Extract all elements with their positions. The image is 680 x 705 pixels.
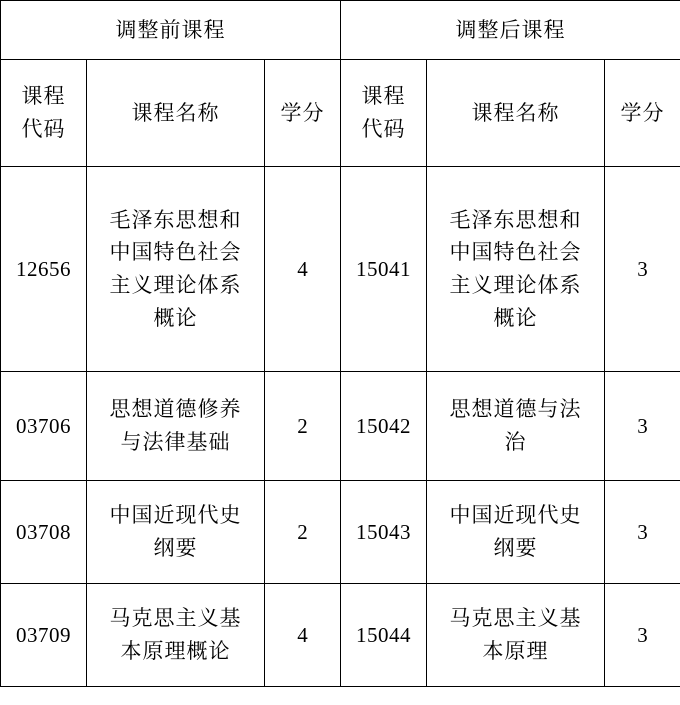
cell-before-credit: 4 [265,167,341,372]
cell-before-name [87,481,265,584]
name-line: 本原理概论 [120,639,231,663]
cell-after-credit: 3 [605,481,680,584]
column-header-before-code-line1: 课程 [21,84,66,109]
name-line: 治 [504,430,527,454]
name-line: 主义理论体系 [449,273,582,297]
name-line: 马克思主义基 [109,606,242,631]
cell-before-name [87,584,265,687]
cell-after-credit: 3 [605,584,680,687]
column-header-after-credit: 学分 [605,60,680,167]
name-line: 思想道德与法 [449,397,582,422]
column-header-after-code-line1: 课程 [361,84,406,109]
cell-after-code: 15041 [341,167,427,372]
name-line: 主义理论体系 [109,273,242,297]
group-header-before: 调整前课程 [1,1,341,60]
cell-before-credit: 2 [265,481,341,584]
table-row [1,167,680,372]
name-line: 中国特色社会 [449,240,582,265]
column-header-before-credit: 学分 [265,60,341,167]
cell-after-name [427,372,605,481]
name-line: 与法律基础 [120,430,231,454]
name-line: 中国特色社会 [109,240,242,265]
column-header-before-code-line2: 代码 [21,117,66,141]
table-row [1,584,680,687]
name-line: 本原理 [482,639,549,663]
cell-after-name [427,584,605,687]
name-line: 思想道德修养 [109,397,242,422]
column-header-after-name: 课程名称 [427,60,605,167]
cell-after-code: 15043 [341,481,427,584]
name-line: 纲要 [153,536,198,560]
cell-before-code: 03708 [1,481,87,584]
table-group-header-row [1,1,680,60]
name-line: 概论 [493,305,538,330]
column-header-after-code-line2: 代码 [361,117,406,141]
group-header-after: 调整后课程 [341,1,680,60]
column-header-after-code [341,60,427,167]
column-header-before-code [1,60,87,167]
table-column-header-row [1,60,680,167]
name-line: 毛泽东思想和 [449,207,582,232]
cell-before-name [87,167,265,372]
cell-after-code: 15042 [341,372,427,481]
cell-before-code: 03709 [1,584,87,687]
cell-after-credit: 3 [605,372,680,481]
cell-before-credit: 2 [265,372,341,481]
name-line: 毛泽东思想和 [109,207,242,232]
cell-before-code: 12656 [1,167,87,372]
cell-before-credit: 4 [265,584,341,687]
cell-before-name [87,372,265,481]
name-line: 概论 [153,305,198,330]
column-header-before-name: 课程名称 [87,60,265,167]
name-line: 中国近现代史 [449,503,582,528]
cell-after-credit: 3 [605,167,680,372]
cell-after-name [427,167,605,372]
cell-after-code: 15044 [341,584,427,687]
name-line: 纲要 [493,536,538,560]
cell-before-code: 03706 [1,372,87,481]
name-line: 马克思主义基 [449,606,582,631]
cell-after-name [427,481,605,584]
table-row [1,481,680,584]
table-row [1,372,680,481]
name-line: 中国近现代史 [109,503,242,528]
